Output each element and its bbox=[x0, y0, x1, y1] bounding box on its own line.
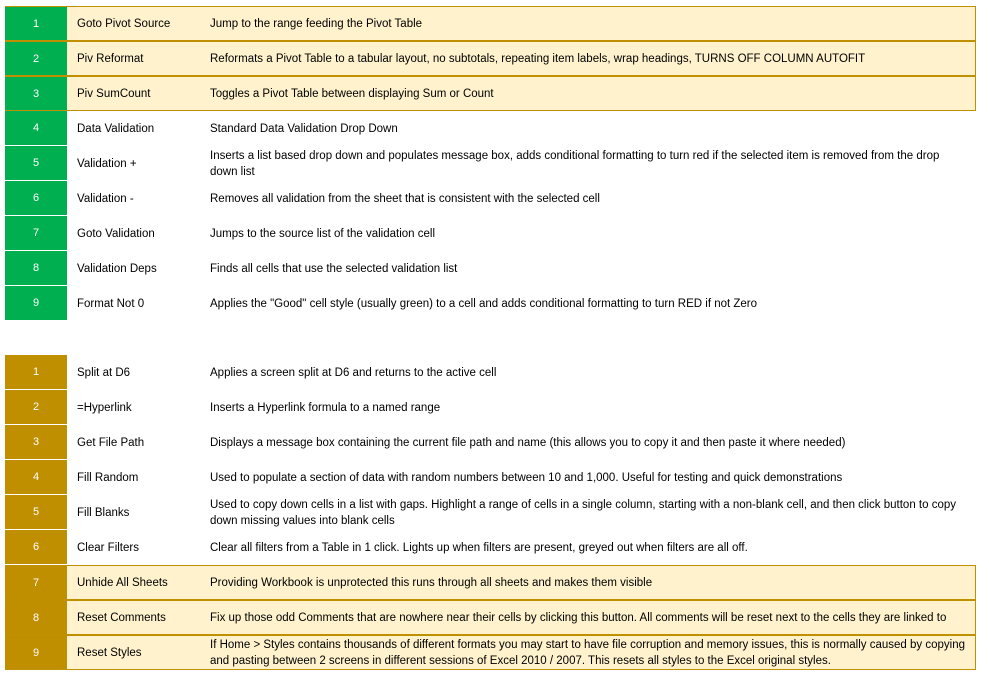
command-description: Used to copy down cells in a list with gaps. Highlight a range of cells in a single column, starting with a non-blank cell, and then click button to copy down missing values into blank cells bbox=[210, 498, 956, 527]
command-number-button[interactable]: 4 bbox=[5, 460, 67, 495]
command-row bbox=[5, 6, 976, 41]
command-row bbox=[5, 355, 976, 390]
command-description: Standard Data Validation Drop Down bbox=[210, 122, 398, 135]
command-number-button[interactable]: 8 bbox=[5, 251, 67, 286]
command-number-button[interactable]: 5 bbox=[5, 146, 67, 181]
command-description: Applies a screen split at D6 and returns to the active cell bbox=[210, 366, 497, 379]
command-number-button[interactable]: 1 bbox=[5, 7, 67, 40]
command-row bbox=[5, 530, 976, 565]
command-name: Split at D6 bbox=[77, 366, 131, 379]
command-description: Inserts a Hyperlink formula to a named range bbox=[210, 401, 441, 414]
command-name: Goto Validation bbox=[77, 227, 155, 240]
command-row bbox=[5, 600, 976, 635]
command-name: =Hyperlink bbox=[77, 401, 132, 414]
command-number-button[interactable]: 7 bbox=[5, 566, 67, 599]
command-description: Inserts a list based drop down and populates message box, adds conditional formatting to turn red if the selected item is removed from the drop down list bbox=[210, 149, 940, 178]
command-name: Reset Styles bbox=[67, 636, 200, 669]
command-name: Clear Filters bbox=[77, 541, 139, 554]
utility-commands-table bbox=[5, 355, 976, 670]
command-description: Clear all filters from a Table in 1 click. Lights up when filters are present, greyed out when filters are all off. bbox=[210, 541, 748, 554]
command-row bbox=[5, 76, 976, 111]
command-name: Data Validation bbox=[77, 122, 155, 135]
command-description: Removes all validation from the sheet that is consistent with the selected cell bbox=[210, 192, 600, 205]
command-number-button[interactable]: 2 bbox=[5, 390, 67, 425]
command-name: Format Not 0 bbox=[77, 297, 145, 310]
command-number-button[interactable]: 3 bbox=[5, 425, 67, 460]
command-name: Validation Deps bbox=[77, 262, 157, 275]
command-row bbox=[5, 41, 976, 76]
command-number-button[interactable]: 5 bbox=[5, 495, 67, 530]
command-name: Get File Path bbox=[77, 436, 145, 449]
command-description: Applies the "Good" cell style (usually green) to a cell and adds conditional formatting to turn RED if not Zero bbox=[210, 297, 758, 310]
command-number-button[interactable]: 9 bbox=[5, 286, 67, 321]
command-description: Reformats a Pivot Table to a tabular layout, no subtotals, repeating item labels, wrap headings, TURNS OFF COLUMN AUTOFIT bbox=[200, 42, 975, 75]
command-number-button[interactable]: 6 bbox=[5, 181, 67, 216]
command-description: Jump to the range feeding the Pivot Table bbox=[200, 7, 975, 40]
command-name: Reset Comments bbox=[67, 601, 200, 634]
command-row bbox=[5, 495, 976, 530]
command-number-button[interactable]: 3 bbox=[5, 77, 67, 110]
command-row bbox=[5, 111, 976, 146]
command-row bbox=[5, 181, 976, 216]
command-row bbox=[5, 146, 976, 181]
command-description: Used to populate a section of data with random numbers between 10 and 1,000. Useful for testing and quick demonstrations bbox=[210, 471, 843, 484]
command-name: Unhide All Sheets bbox=[67, 566, 200, 599]
command-name: Goto Pivot Source bbox=[67, 7, 200, 40]
command-row bbox=[5, 565, 976, 600]
command-name: Piv SumCount bbox=[67, 77, 200, 110]
command-number-button[interactable]: 2 bbox=[5, 42, 67, 75]
command-name: Validation - bbox=[77, 192, 134, 205]
command-row bbox=[5, 251, 976, 286]
command-row bbox=[5, 460, 976, 495]
command-number-button[interactable]: 8 bbox=[5, 601, 67, 634]
command-row bbox=[5, 425, 976, 460]
command-name: Piv Reformat bbox=[67, 42, 200, 75]
command-name: Fill Random bbox=[77, 471, 139, 484]
command-description: Jumps to the source list of the validation cell bbox=[210, 227, 436, 240]
pivot-validation-commands-table bbox=[5, 6, 976, 321]
command-number-button[interactable]: 9 bbox=[5, 636, 67, 669]
command-row bbox=[5, 216, 976, 251]
command-number-button[interactable]: 7 bbox=[5, 216, 67, 251]
command-description: Displays a message box containing the current file path and name (this allows you to copy it and then paste it where needed) bbox=[210, 436, 846, 449]
command-description: Fix up those odd Comments that are nowhere near their cells by clicking this button. All comments will be reset next to the cells they are linked to bbox=[200, 601, 975, 634]
command-row bbox=[5, 286, 976, 321]
command-description: If Home > Styles contains thousands of different formats you may start to have file corruption and memory issues, this is normally caused by copying and pasting between 2 screens in different sessions of Excel 2010 / 2007. This resets all styles to the Excel original styles. bbox=[200, 636, 975, 669]
command-number-button[interactable]: 4 bbox=[5, 111, 67, 146]
command-description: Providing Workbook is unprotected this runs through all sheets and makes them visible bbox=[200, 566, 975, 599]
command-number-button[interactable]: 6 bbox=[5, 530, 67, 565]
command-name: Fill Blanks bbox=[77, 506, 130, 519]
command-description: Toggles a Pivot Table between displaying Sum or Count bbox=[200, 77, 975, 110]
command-name: Validation + bbox=[77, 157, 137, 170]
command-description: Finds all cells that use the selected validation list bbox=[210, 262, 458, 275]
command-number-button[interactable]: 1 bbox=[5, 355, 67, 390]
command-row bbox=[5, 635, 976, 670]
command-row bbox=[5, 390, 976, 425]
